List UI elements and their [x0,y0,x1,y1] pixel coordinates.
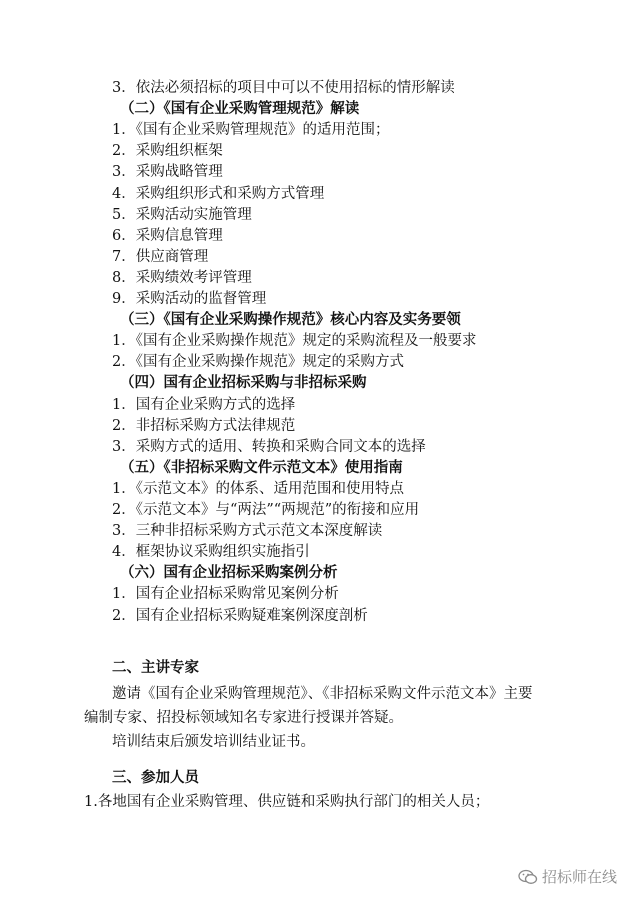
participants-item-1: 1.各地国有企业采购管理、供应链和采购执行部门的相关人员； [84,794,490,810]
outline-subheading: （四）国有企业招标采购与非招标采购 [120,374,367,392]
outline-item: 2．《国有企业采购操作规范》规定的采购方式 [112,354,404,371]
outline-item: 3．依法必须招标的项目中可以不使用招标的情形解读 [112,80,455,96]
outline-item: 8．采购绩效考评管理 [112,269,252,286]
outline-item: 2．非招标采购方式法律规范 [112,417,296,434]
section-heading-participants: 三、参加人员 [112,769,199,786]
outline-item: 1．《示范文本》的体系、适用范围和使用特点 [112,480,404,497]
outline-item: 5．采购活动实施管理 [112,206,252,223]
outline-item: 1．《国有企业采购操作规范》规定的采购流程及一般要求 [112,333,477,350]
outline-item: 1．国有企业招标采购常见案例分析 [112,586,339,603]
outline-item: 3．采购战略管理 [112,164,223,181]
outline-subheading: （六）国有企业招标采购案例分析 [120,564,338,582]
outline-subheading: （五）《非招标采购文件示范文本》使用指南 [120,458,403,476]
outline-item: 2．采购组织框架 [112,143,223,160]
outline-item: 6．采购信息管理 [112,227,223,244]
outline-item: 4．框架协议采购组织实施指引 [112,544,310,561]
outline-item: 1．《国有企业采购管理规范》的适用范围； [112,122,390,139]
wechat-icon [518,869,538,885]
certificate-paragraph: 培训结束后颁发培训结业证书。 [112,734,315,750]
experts-paragraph-line1: 邀请《国有企业采购管理规范》、《非招标采购文件示范文本》主要 [112,686,533,702]
outline-item: 1．国有企业采购方式的选择 [112,396,296,413]
outline-item: 4．采购组织形式和采购方式管理 [112,185,325,202]
watermark-text: 招标师在线 [542,868,618,886]
outline-subheading: （二）《国有企业采购管理规范》解读 [120,100,360,118]
outline-subheading: （三）《国有企业采购操作规范》核心内容及实务要领 [120,311,461,329]
outline-item: 3．三种非招标采购方式示范文本深度解读 [112,523,383,540]
outline-item: 2．《示范文本》与“两法”“两规范”的衔接和应用 [112,502,420,518]
outline-item: 9．采购活动的监督管理 [112,291,267,307]
experts-paragraph-line2: 编制专家、招投标领域知名专家进行授课并答疑。 [84,710,403,726]
outline-item: 7．供应商管理 [112,248,209,265]
watermark [518,866,617,887]
outline-item: 2．国有企业招标采购疑难案例深度剖析 [112,607,368,624]
section-heading-experts: 二、主讲专家 [112,659,199,676]
outline-item: 3．采购方式的适用、转换和采购合同文本的选择 [112,438,426,455]
